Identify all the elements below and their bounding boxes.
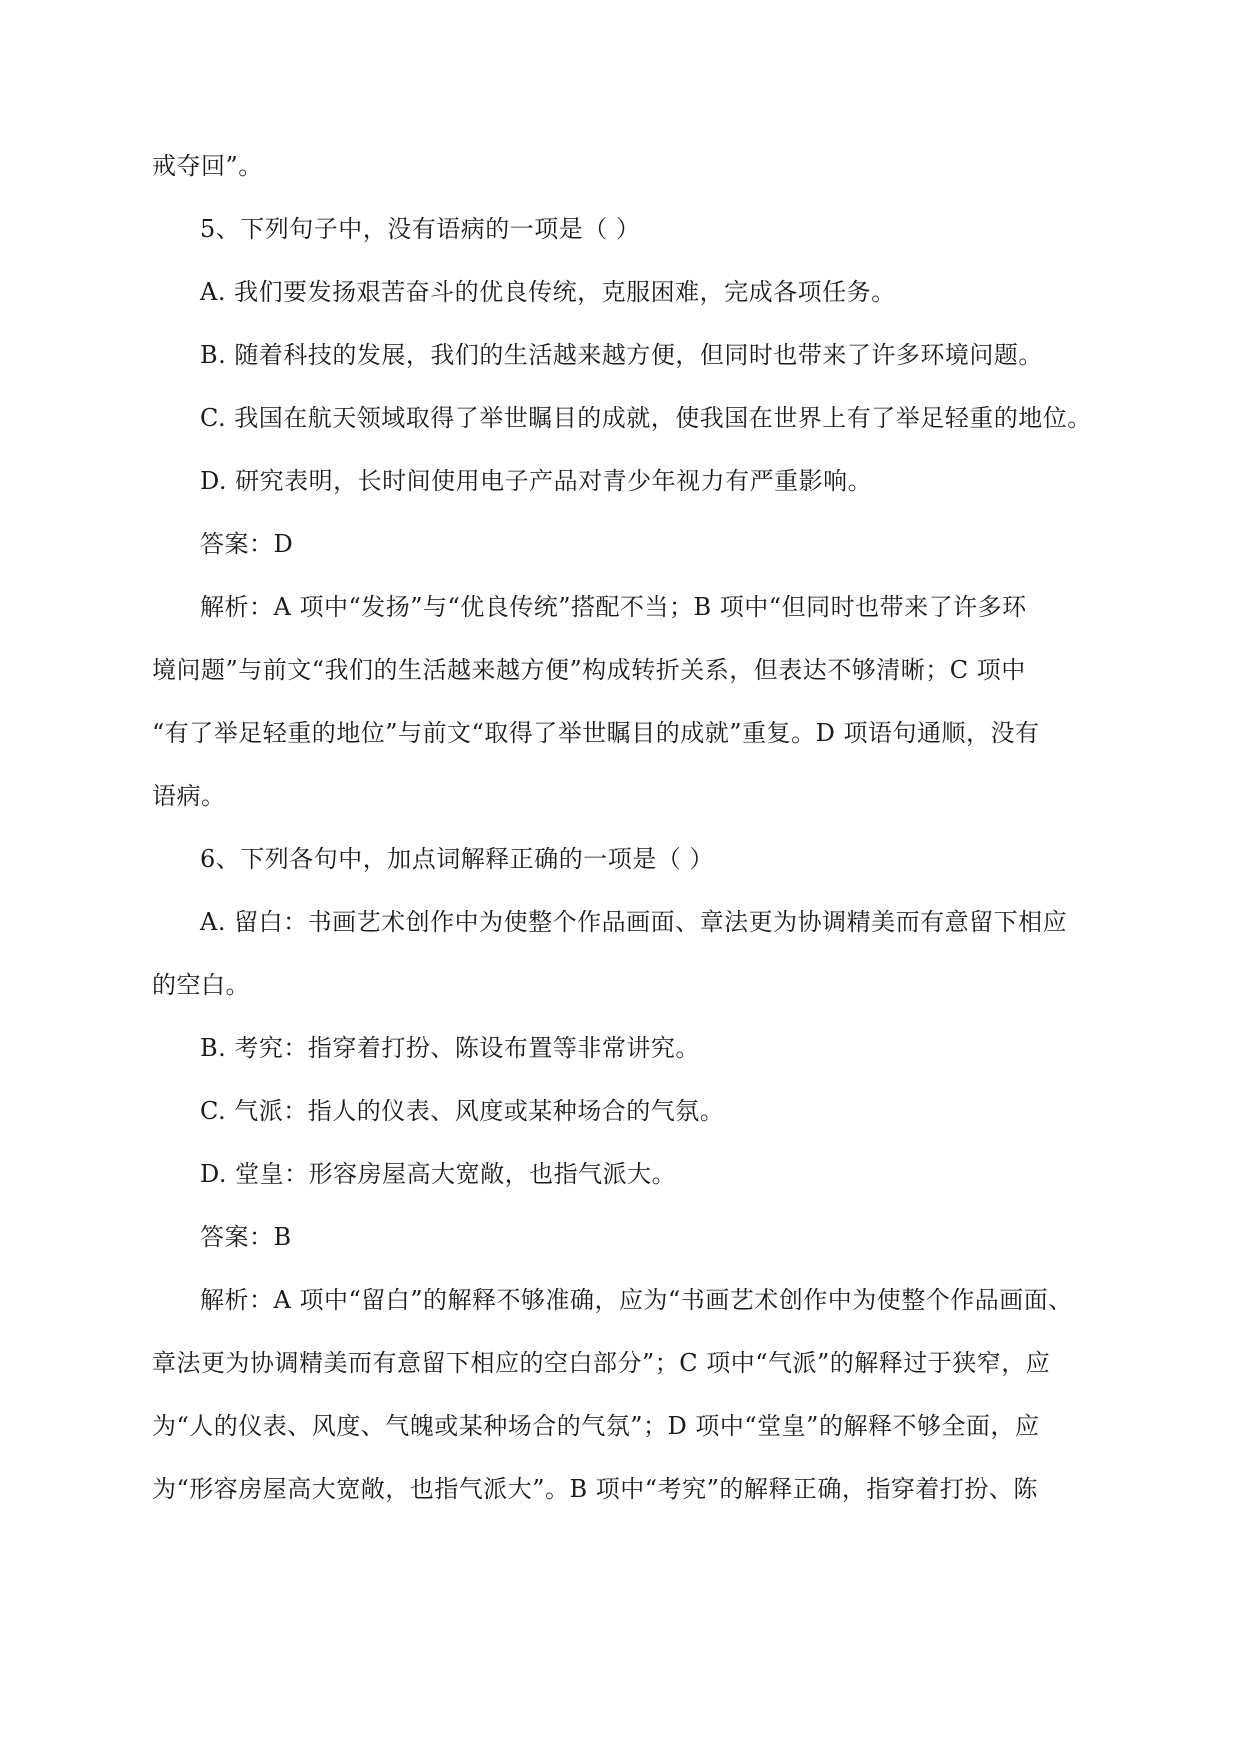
question-6: 6、下列各句中，加点词解释正确的一项是（ ）	[200, 845, 714, 873]
question-6-analysis-line-4: 为“形容房屋高大宽敞，也指气派大”。B 项中“考究”的解释正确，指穿着打扮、陈	[152, 1475, 1038, 1503]
text-line-continuation: 戒夺回”。	[152, 152, 263, 180]
question-5-analysis-line-2: 境问题”与前文“我们的生活越来越方便”构成转折关系，但表达不够清晰；C 项中	[152, 656, 1026, 684]
question-5-analysis-line-4: 语病。	[152, 782, 226, 810]
question-6-analysis-line-3: 为“人的仪表、风度、气魄或某种场合的气氛”；D 项中“堂皇”的解释不够全面，应	[152, 1412, 1040, 1440]
question-6-option-a-line-2: 的空白。	[152, 971, 250, 999]
question-5-option-a: A. 我们要发扬艰苦奋斗的优良传统，克服困难，完成各项任务。	[200, 278, 896, 306]
question-5-option-d: D. 研究表明，长时间使用电子产品对青少年视力有严重影响。	[200, 467, 873, 495]
question-6-option-a-line-1: A. 留白：书画艺术创作中为使整个作品画面、章法更为协调精美而有意留下相应	[200, 908, 1068, 936]
question-6-option-b: B. 考究：指穿着打扮、陈设布置等非常讲究。	[200, 1034, 700, 1062]
question-5-option-c: C. 我国在航天领域取得了举世瞩目的成就，使我国在世界上有了举足轻重的地位。	[200, 404, 1092, 432]
question-6-analysis-line-1: 解析：A 项中“留白”的解释不够准确，应为“书画艺术创作中为使整个作品画面、	[200, 1286, 1073, 1314]
question-5-analysis-line-3: “有了举足轻重的地位”与前文“取得了举世瞩目的成就”重复。D 项语句通顺，没有	[152, 719, 1040, 747]
question-6-option-c: C. 气派：指人的仪表、风度或某种场合的气氛。	[200, 1097, 725, 1125]
question-6-answer: 答案：B	[200, 1223, 292, 1251]
question-5-option-b: B. 随着科技的发展，我们的生活越来越方便，但同时也带来了许多环境问题。	[200, 341, 1043, 369]
question-6-option-d: D. 堂皇：形容房屋高大宽敞，也指气派大。	[200, 1160, 677, 1188]
question-5-answer: 答案：D	[200, 530, 294, 558]
question-6-analysis-line-2: 章法更为协调精美而有意留下相应的空白部分”；C 项中“气派”的解释过于狭窄，应	[152, 1349, 1051, 1377]
question-5: 5、下列句子中，没有语病的一项是（ ）	[200, 215, 641, 243]
question-5-analysis-line-1: 解析：A 项中“发扬”与“优良传统”搭配不当；B 项中“但同时也带来了许多环	[200, 593, 1027, 621]
